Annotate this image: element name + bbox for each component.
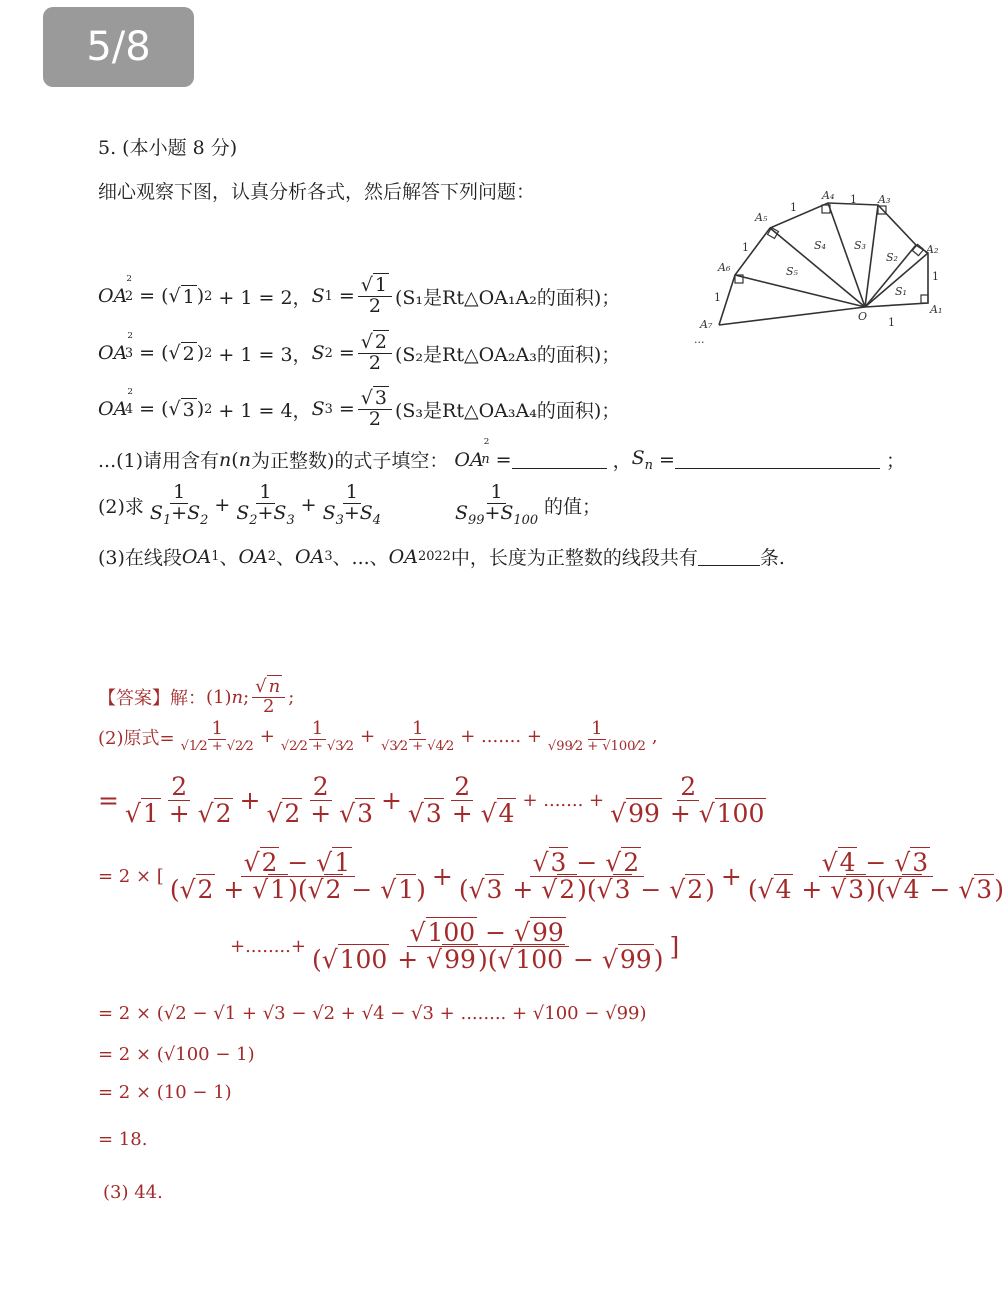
label-o: O <box>858 310 868 323</box>
label-s4: S₄ <box>814 239 826 252</box>
question-header: 5. (本小题 8 分) <box>98 137 238 159</box>
label-a7: A₇ <box>700 318 713 331</box>
label-a1: A₁ <box>930 303 943 316</box>
label-s5: S₅ <box>786 265 798 278</box>
answer-step-7: = 18. <box>98 1129 148 1150</box>
answer-step-3b: +........+ $\frac{√100 - √99}{(√100 + √99)(√100 - √99)}$ ] <box>230 918 680 975</box>
answer-step-5: = 2 × (√100 − 1) <box>98 1044 255 1065</box>
label-a5: A₅ <box>755 211 768 224</box>
label-a3: A₃ <box>878 193 891 206</box>
answer-step-2: = 2 √1 + √2 + 2 √2 + √3 + 2 √3 + √4 + ....... + $\frac{2}{√99 + √100}$ <box>98 772 765 829</box>
equation-3: OA $^2$ 4 = (√ 3 ) 2 + 1 = 4， S 3 = √ 3 2 (S₃是Rt△OA₃A₄的面积)； <box>98 387 621 430</box>
label-one: 1 <box>714 291 721 304</box>
part-3: (3)在线段 OA 1 、 OA 2 、 OA 3 、...、 OA 2022 中，长度为正整数的线段共有 条. <box>98 545 785 569</box>
answer-step-6: = 2 × (10 − 1) <box>98 1082 232 1103</box>
label-one: 1 <box>932 270 939 283</box>
equation-1: OA $^2$ 2 = (√ 1 ) 2 + 1 = 2， S 1 = √ 1 2 (S₁是Rt△OA₁A₂的面积)； <box>98 274 621 317</box>
label-a2: A₂ <box>926 243 939 256</box>
part-2: (2)求 1 $S_1+S_2$ + 1 $S_2+S_3$ + 1 $S_3+S_4$ 1 $S_{99}+S_{100}$ 的值； <box>98 481 602 528</box>
label-one: 1 <box>850 193 857 206</box>
answer-step-3a: = 2 × [ √2 − √1 (√2 + √1)(√2 − √1) + √3 − √2 (√3 + √2)(√3 − √2) + √4 − √3 (√4 + √3)(√4 − √3) <box>98 848 1004 905</box>
answer-step-4: = 2 × (√2 − √1 + √3 − √2 + √4 − √3 + ........ + √100 − √99) <box>98 1003 647 1024</box>
label-a4: A₄ <box>822 189 835 202</box>
label-one: 1 <box>888 316 895 329</box>
label-one: 1 <box>790 201 797 214</box>
equation-2: OA $^2$ 3 = (√ 2 ) 2 + 1 = 3， S 2 = √ 2 2 (S₂是Rt△OA₂A₃的面积)； <box>98 331 621 374</box>
label-ellipsis: ... <box>694 333 705 346</box>
page-indicator: 5/8 <box>43 7 194 87</box>
label-s1: S₁ <box>895 285 907 298</box>
label-one: 1 <box>742 241 749 254</box>
spiral-figure <box>690 185 950 350</box>
answer-part-1: 【答案】解： (1) n ; √ n 2 ; <box>98 676 295 717</box>
label-s2: S₂ <box>886 251 898 264</box>
label-a6: A₆ <box>718 261 731 274</box>
question-intro: 细心观察下图，认真分析各式，然后解答下列问题： <box>98 181 536 203</box>
answer-part-3: (3) 44. <box>103 1182 163 1203</box>
answer-part-2-line-1: (2)原式= 1 √1⁄2 + √2⁄2 + 1 √2⁄2 + √3⁄2 + 1 √3⁄2 + √4⁄2 + ....... + 1 √99⁄2 + √100⁄2 , <box>98 718 658 754</box>
part-1: ...(1)请用含有 n ( n 为正整数)的式子填空： OA $^2$ n = ， $S_n$ = ； <box>98 437 905 473</box>
label-s3: S₃ <box>854 239 866 252</box>
